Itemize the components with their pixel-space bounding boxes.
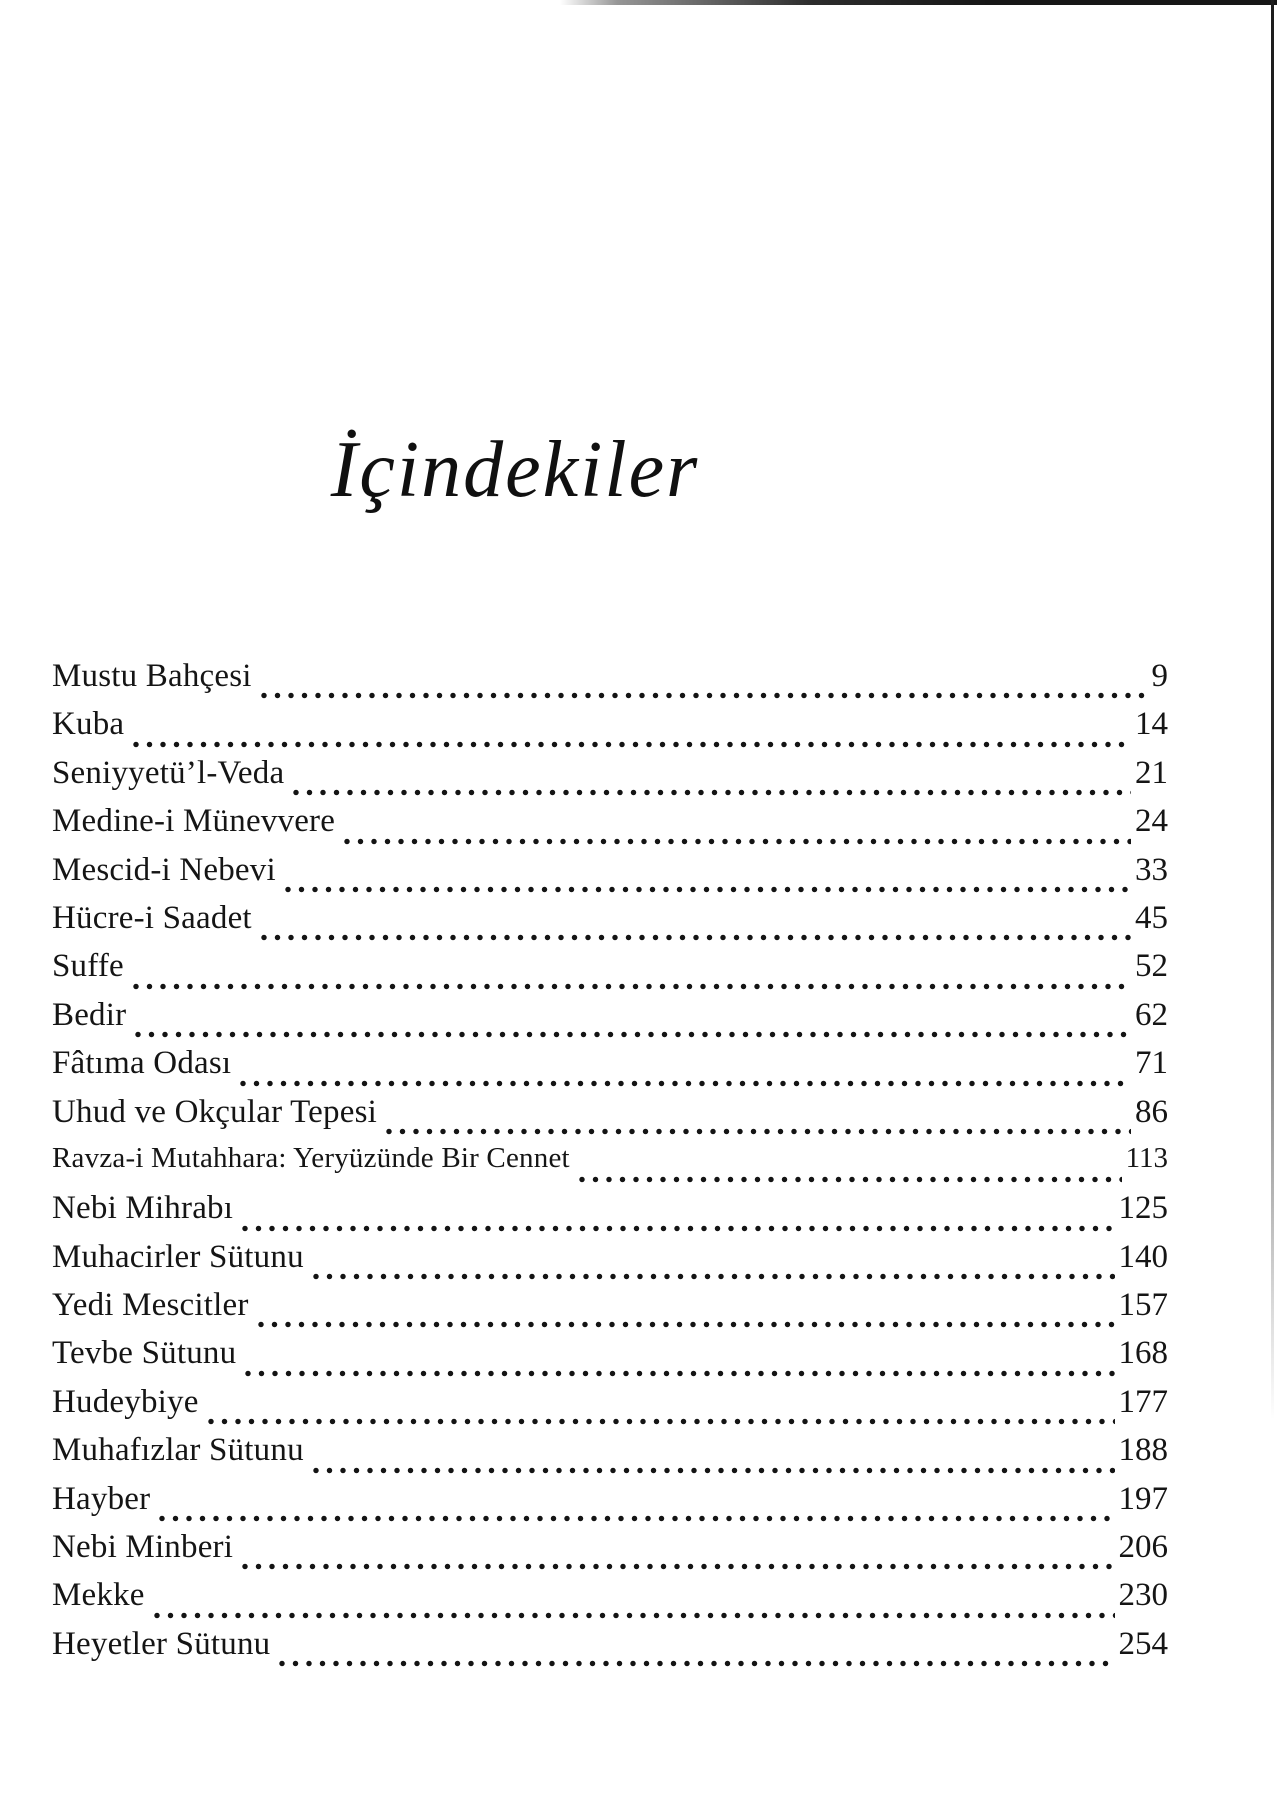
toc-entry	[52, 1045, 1168, 1093]
toc-entry	[52, 852, 1168, 900]
toc-entry-page-number: 157	[1118, 1287, 1168, 1324]
dot-leader	[261, 692, 1148, 699]
toc-entry	[52, 900, 1168, 948]
toc-entry-page-number: 33	[1135, 851, 1168, 888]
toc-entry-title: Muhacirler Sütunu	[52, 1238, 304, 1275]
toc-entry-page-number: 14	[1135, 706, 1168, 743]
dot-leader	[245, 1370, 1114, 1377]
toc-entry-title: Seniyyetü’l-Veda	[52, 754, 285, 791]
dot-leader	[293, 789, 1131, 796]
toc-entry	[52, 755, 1168, 803]
toc-entry-page-number: 230	[1118, 1577, 1168, 1614]
dot-leader	[579, 1176, 1122, 1183]
toc-entry-title: Medine-i Münevvere	[52, 803, 336, 840]
toc-entry	[52, 1626, 1168, 1674]
toc-entry-title: Ravza-i Mutahhara: Yeryüzünde Bir Cennet	[52, 1141, 570, 1174]
toc-entry-page-number: 254	[1118, 1625, 1168, 1662]
toc-entry-title: Hayber	[52, 1480, 151, 1517]
page-title: İçindekiler	[330, 426, 700, 514]
toc-entry-page-number: 113	[1125, 1141, 1168, 1174]
toc-entry	[52, 948, 1168, 996]
dot-leader	[261, 934, 1131, 941]
dot-leader	[242, 1225, 1114, 1232]
dot-leader	[313, 1273, 1115, 1280]
dot-leader	[154, 1612, 1115, 1619]
toc-entry-page-number: 188	[1118, 1432, 1168, 1469]
toc-entry-page-number: 52	[1135, 948, 1168, 985]
toc-entry-title: Suffe	[52, 948, 124, 985]
dot-leader	[285, 886, 1131, 893]
toc-entry	[52, 1529, 1168, 1577]
toc-entry-page-number: 9	[1151, 658, 1168, 694]
toc-entry-title: Heyetler Sütunu	[52, 1625, 271, 1662]
toc-entry	[52, 1239, 1168, 1287]
toc-entry	[52, 1432, 1168, 1480]
toc-entry-title: Muhafızlar Sütunu	[52, 1432, 304, 1469]
toc-entry-page-number: 197	[1118, 1480, 1168, 1517]
toc-entry	[52, 1384, 1168, 1432]
toc-entry-title: Mustu Bahçesi	[52, 658, 252, 694]
dot-leader	[386, 1128, 1131, 1135]
toc-entry-title: Uhud ve Okçular Tepesi	[52, 1093, 377, 1130]
toc-entry-page-number: 177	[1118, 1383, 1168, 1420]
toc-entry-page-number: 71	[1135, 1045, 1168, 1082]
toc-entry-title: Fâtıma Odası	[52, 1045, 232, 1082]
dot-leader	[313, 1467, 1115, 1474]
dot-leader	[279, 1660, 1114, 1667]
toc-entry-page-number: 168	[1118, 1335, 1168, 1372]
toc-entry-title: Nebi Minberi	[52, 1529, 234, 1566]
toc-entry	[52, 1577, 1168, 1625]
toc-entry-page-number: 140	[1118, 1238, 1168, 1275]
toc-entry	[52, 1287, 1168, 1335]
toc-entry-title: Yedi Mescitler	[52, 1287, 249, 1324]
scan-edge-top-line	[560, 0, 1277, 5]
dot-leader	[344, 838, 1131, 845]
toc-entry-page-number: 206	[1118, 1529, 1168, 1566]
scan-edge-right-line	[1271, 0, 1274, 1420]
toc-list	[52, 658, 1168, 1674]
toc-entry-page-number: 62	[1135, 996, 1168, 1033]
toc-entry-title: Mescid-i Nebevi	[52, 851, 276, 888]
dot-leader	[133, 741, 1131, 748]
toc-entry	[52, 658, 1168, 706]
toc-entry	[52, 1142, 1168, 1190]
toc-entry	[52, 706, 1168, 754]
toc-entry-title: Hudeybiye	[52, 1383, 199, 1420]
toc-entry-page-number: 86	[1135, 1093, 1168, 1130]
dot-leader	[240, 1080, 1131, 1087]
toc-entry	[52, 803, 1168, 851]
toc-entry-title: Kuba	[52, 706, 125, 743]
dot-leader	[159, 1515, 1114, 1522]
toc-entry-title: Bedir	[52, 996, 127, 1033]
toc-entry	[52, 1335, 1168, 1383]
dot-leader	[133, 983, 1131, 990]
toc-entry-title: Nebi Mihrabı	[52, 1190, 234, 1227]
toc-entry-page-number: 125	[1118, 1190, 1168, 1227]
toc-entry	[52, 1481, 1168, 1529]
dot-leader	[258, 1321, 1115, 1328]
toc-entry	[52, 1190, 1168, 1238]
toc-entry	[52, 997, 1168, 1045]
dot-leader	[208, 1418, 1115, 1425]
toc-entry-title: Mekke	[52, 1577, 145, 1614]
dot-leader	[135, 1031, 1131, 1038]
dot-leader	[242, 1563, 1114, 1570]
toc-entry-page-number: 45	[1135, 899, 1168, 936]
toc-entry-title: Tevbe Sütunu	[52, 1335, 237, 1372]
toc-entry-page-number: 21	[1135, 754, 1168, 791]
toc-entry	[52, 1094, 1168, 1142]
toc-entry-page-number: 24	[1135, 803, 1168, 840]
toc-entry-title: Hücre-i Saadet	[52, 899, 252, 936]
